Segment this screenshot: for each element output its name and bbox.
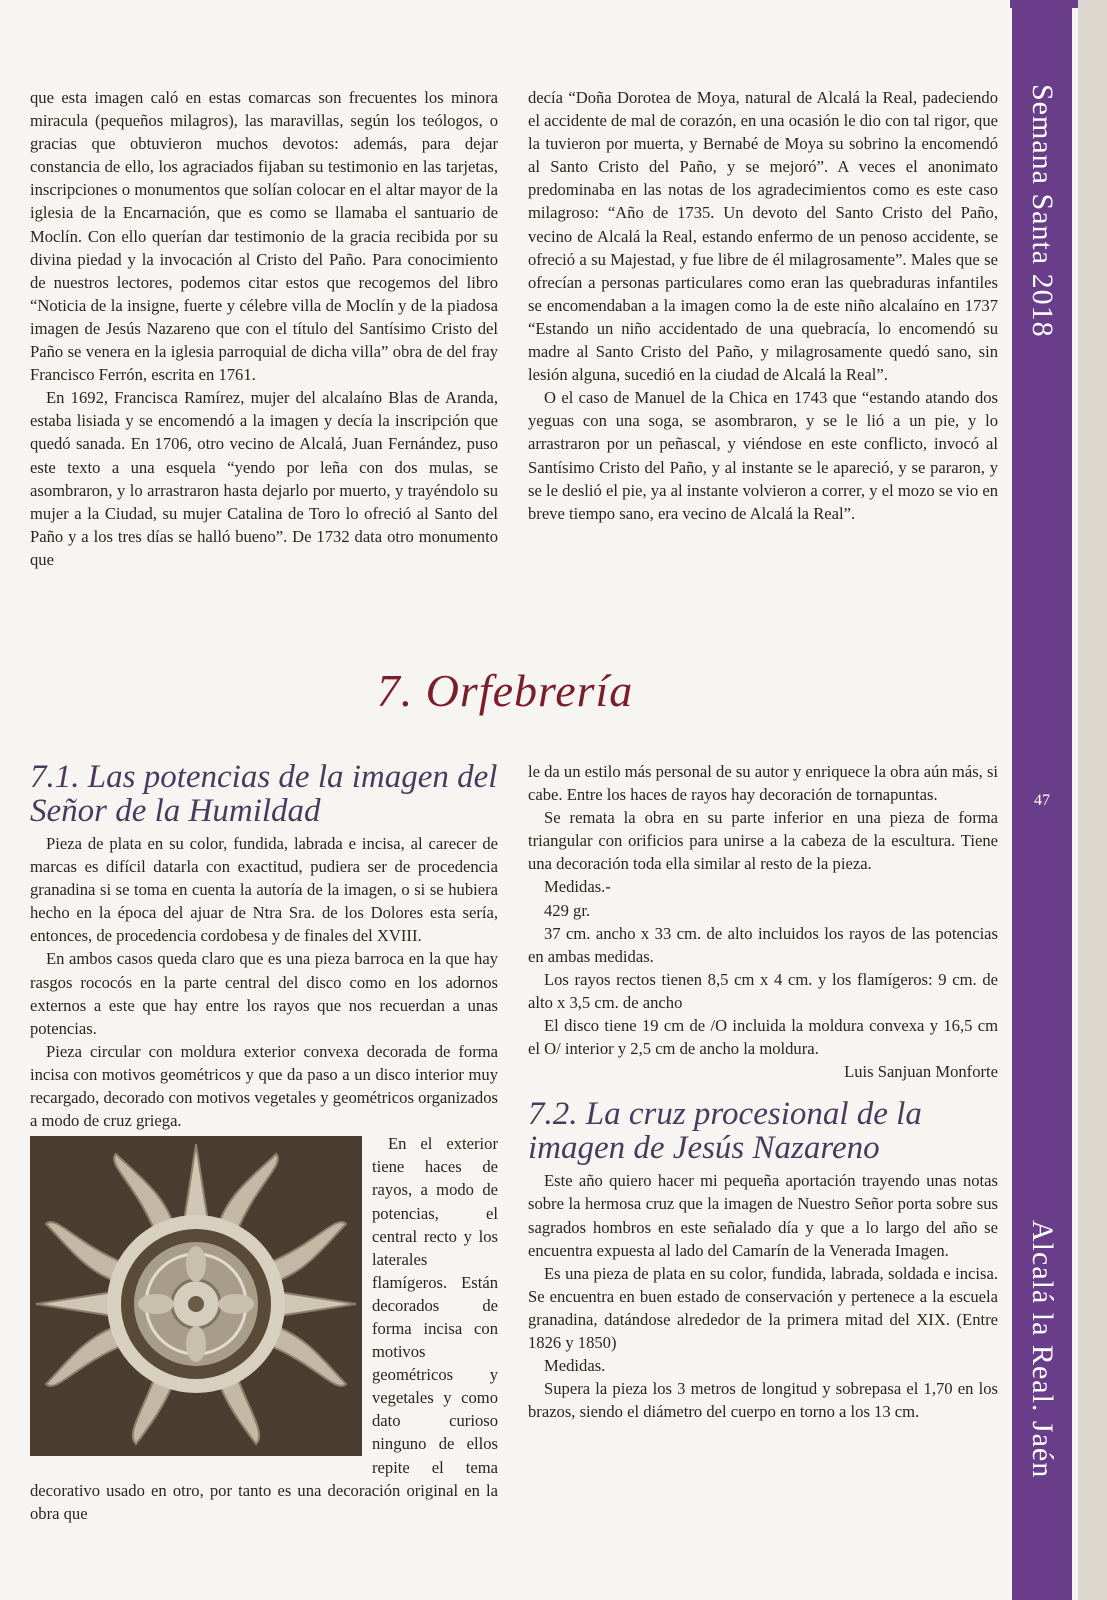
page-number: 47 [1034,792,1050,809]
column-top-left [30,86,498,571]
paragraph: En ambos casos queda claro que es una pieza barroca en la que hay rasgos rococós en la parte central del disco como en los adornos externos a este que hay entre los rayos que nos recuerdan a unas potencias. [30,949,498,1038]
paragraph: decía “Doña Dorotea de Moya, natural de Alcalá la Real, padeciendo el accidente de mal de corazón, en una ocasión le dio con tal rigor, que la tuvieron por muerta, y Bernabé de Moya su sobrino la encomendó al Santo Cristo del Paño, y se mejoró”. A veces el anonimato predominaba en las notas de los agradecimientos como es este caso milagroso: “Año de 1735. Un devoto del Santo Cristo del Paño, vecino de Alcalá la Real, estando enfermo de un penoso accidente, se ofreció a su Majestad, y fue libre de él milagrosamente”. Males que se ofrecían a personas particulares como eran las quebraduras infantiles se encomendaban a la imagen como la de este niño alcalaíno en 1737 “Estando un niño accidentado de una quebracía, lo encomendó su madre al Santo Cristo del Paño, y milagrosamente quedó sano, sin lesión alguna, sucedió en la ciudad de Alcalá la Real”. [528,88,998,385]
paragraph: En el exterior tiene haces de rayos, a modo de potencias, el central recto y los laterales flamígeros. Están decorados de forma incisa con motivos geométricos y vegetales y como dato curioso ninguno de ellos repite el tema decorativo usado en otro, por tanto es una decoración original en la obra que [30,1134,498,1523]
author: Luis Sanjuan Monforte [844,1062,998,1082]
subsection-title-7-1: 7.1. Las potencias de la imagen del Señor de la Humildad [30,759,498,829]
column-bottom-left [30,760,498,1525]
section-title: 7. Orfebrería [376,665,634,716]
potencias-photo [30,1136,362,1456]
paragraph: O el caso de Manuel de la Chica en 1743 que “estando atando dos yeguas con una soga, se asombraron, y se le lió a un pie, y lo arrastraron por un peñascal, y viéndose en este conflicto, invocó al Santísimo Cristo del Paño, y al instante se le apareció, y se pararon, y se le deslió el pie, ya al instante volvieron a correr, y el mozo se vio en breve tiempo sano, era vecino de Alcalá la Real”. [528,388,998,523]
measure-size: 37 cm. ancho x 33 cm. de alto incluidos los rayos de las potencias en ambas medidas. [528,923,998,966]
sidebar-bottom-text: Alcalá la Real. Jaén [1026,1220,1059,1479]
measure-weight: 429 gr. [544,900,591,920]
paragraph: Este año quiero hacer mi pequeña aportación trayendo unas notas sobre la hermosa cruz que la imagen de Nuestro Señor porta sobre sus sagrados hombros en este señalado día y que a lo largo del año se encuentra expuesta al lado del Camarín de la Venerada Imagen. [528,1171,998,1260]
measure-rays: Los rayos rectos tienen 8,5 cm x 4 cm. y los flamígeros: 9 cm. de alto x 3,5 cm. de ancho [528,969,998,1012]
paragraph: Supera la pieza los 3 metros de longitud y sobrepasa el 1,70 en los brazos, siendo el diámetro del cuerpo en torno a los 13 cm. [528,1379,998,1422]
paragraph: que esta imagen caló en estas comarcas son frecuentes los minora miracula (pequeños milagros), las maravillas, según los teólogos, o gracias que obtuvieron muchos devotos: además, para dejar constancia de ello, los agraciados fijaban su testimonio en las tarjetas, inscripciones o monumentos que solían colocar en el altar mayor de la iglesia de la Encarnación, que es como se llamaba el santuario de Moclín. Con ello querían dar testimonio de la gracia recibida por su divina piedad y la invocación al Cristo del Paño. Para conocimiento de nuestros lectores, podemos citar estos que recogemos del libro “Noticia de la insigne, fuerte y célebre villa de Moclín y de la piadosa imagen de Jesús Nazareno que con el título del Santísimo Cristo del Paño se venera en la iglesia parroquial de dicha villa” obra de del fray Francisco Ferrón, escrita en 1761. [30,88,498,385]
sidebar-top-strip [1010,0,1078,8]
paragraph: Pieza de plata en su color, fundida, labrada e incisa, al carecer de marcas es difícil datarla con exactitud, pudiera ser de procedencia granadina si se toma en cuenta la autoría de la imagen, o si se hubiera hecho en la época del ajuar de Ntra Sra. de los Dolores esta sería, entonces, de procedencia cordobesa y de finales del XVIII. [30,834,498,946]
paragraph: le da un estilo más personal de su autor y enriquece la obra aún más, si cabe. Entre los haces de rayos hay decoración de tornapuntas. [528,762,999,805]
column-top-right [528,86,998,525]
measures-label: Medidas.- [544,877,611,897]
measures-label: Medidas. [544,1356,606,1376]
sidebar-top-text: Semana Santa 2018 [1026,84,1059,338]
silver-sunburst-image [30,1136,362,1456]
subsection-title-7-2: 7.2. La cruz procesional de la imagen de Jesús Nazareno [528,1096,922,1167]
paragraph: Es una pieza de plata en su color, fundida, labrada, soldada e incisa. Se encuentra en buen estado de conservación y pertenece a la escuela granadina, datándose alrededor de la primera mitad del XIX. (Entre 1826 y 1850) [528,1263,998,1352]
measure-disc: El disco tiene 19 cm de /O incluida la moldura convexa y 16,5 cm el O/ interior y 2,5 cm de ancho la moldura. [528,1016,998,1059]
page-edge [1078,0,1107,1600]
paragraph: Se remata la obra en su parte inferior en una pieza de forma triangular con orificios para unirse a la cabeza de la escultura. Tiene una decoración toda ella similar al resto de la pieza. [528,808,998,874]
paragraph: Pieza circular con moldura exterior convexa decorada de forma incisa con motivos geométricos y que da paso a un disco interior muy recargado, decorado con motivos vegetales y geométricos organizados a modo de cruz griega. [30,1041,498,1131]
column-bottom-right [528,760,998,1423]
paragraph: En 1692, Francisca Ramírez, mujer del alcalaíno Blas de Aranda, estaba lisiada y se encomendó a la imagen y decía la inscripción que quedó sanada. En 1706, otro vecino de Alcalá, Juan Fernández, puso este texto a una esquela “yendo por leña con dos mulas, se asombraron, y lo arrastraron hasta dejarlo por muerto, y trayéndolo su mujer a la Ciudad, su mujer Catalina de Toro lo ofreció al Santo del Paño y a los tres días se halló bueno”. De 1732 data otro monumento que [30,388,498,569]
